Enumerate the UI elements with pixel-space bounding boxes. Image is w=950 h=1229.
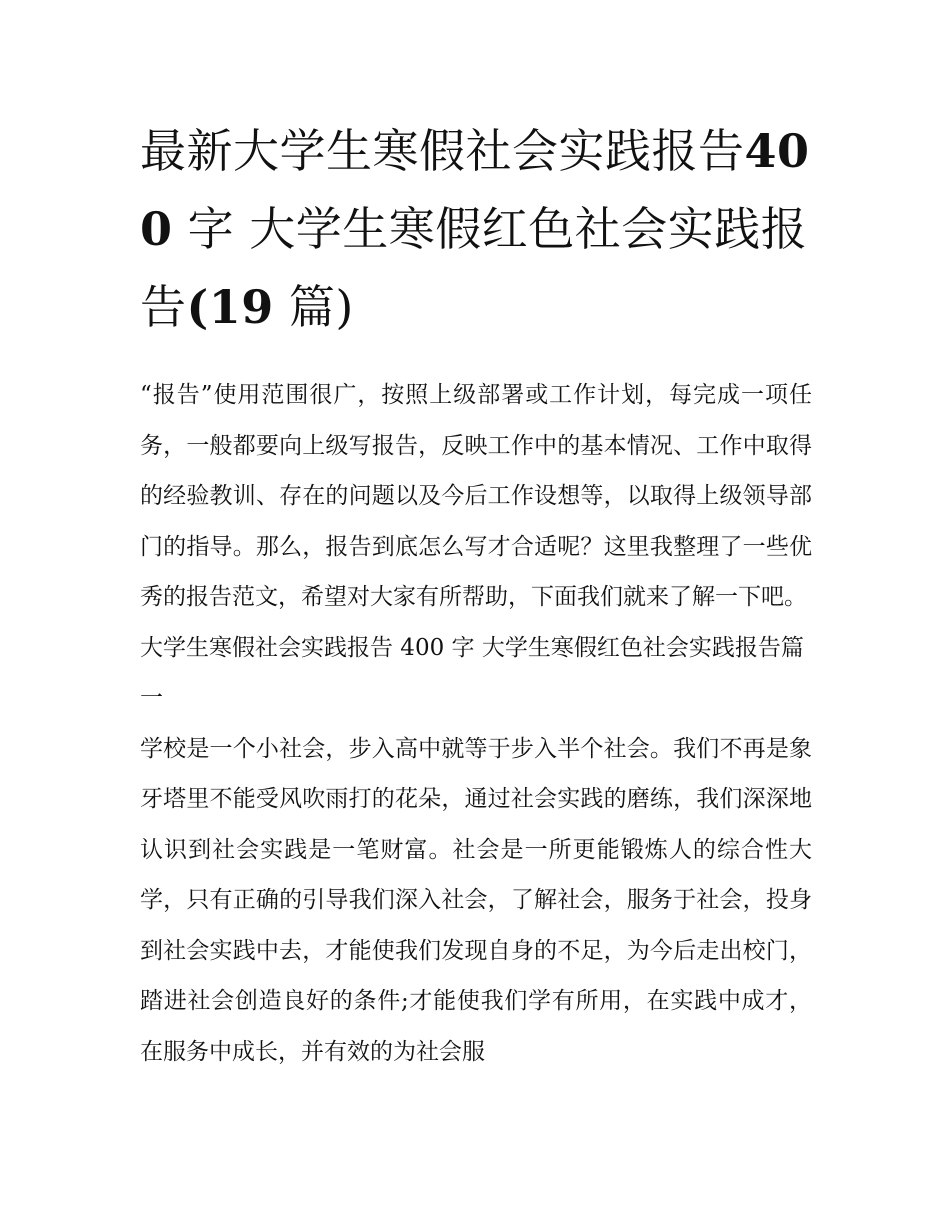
body-paragraph: 学校是一个小社会，步入高中就等于步入半个社会。我们不再是象牙塔里不能受风吹雨打的花朵，通过社会实践的磨练，我们深深地认识到社会实践是一笔财富。社会是一所更能锻炼人的综合性大学，只有正确的引导我们深入社会，了解社会，服务于社会，投身到社会实践中去，才能使我们发现自身的不足，为今后走出校门，踏进社会创造良好的条件;才能使我们学有所用，在实践中成才，在服务中成长，并有效的为社会服 — [140, 735, 812, 1065]
title-text-2: 字 大学生寒假红色社会实践报告 — [140, 202, 808, 334]
title-text-3: 篇) — [273, 280, 354, 334]
title-text-1: 最新大学生寒假社会实践报告 — [140, 124, 745, 178]
title-number-2: (19 — [186, 280, 274, 334]
title-number-1: 400 — [140, 124, 810, 256]
document-page — [140, 112, 812, 1077]
document-title — [140, 112, 812, 346]
section-heading: 大学生寒假社会实践报告 400 字 大学生寒假红色社会实践报告篇一 — [140, 634, 804, 711]
intro-paragraph: “报告”使用范围很广，按照上级部署或工作计划，每完成一项任务，一般都要向上级写报告，反映工作中的基本情况、工作中取得的经验教训、存在的问题以及今后工作设想等，以取得上级领导部门的指导。那么，报告到底怎么写才合适呢？这里我整理了一些优秀的报告范文，希望对大家有所帮助，下面我们就来了解一下吧。 — [140, 382, 812, 610]
